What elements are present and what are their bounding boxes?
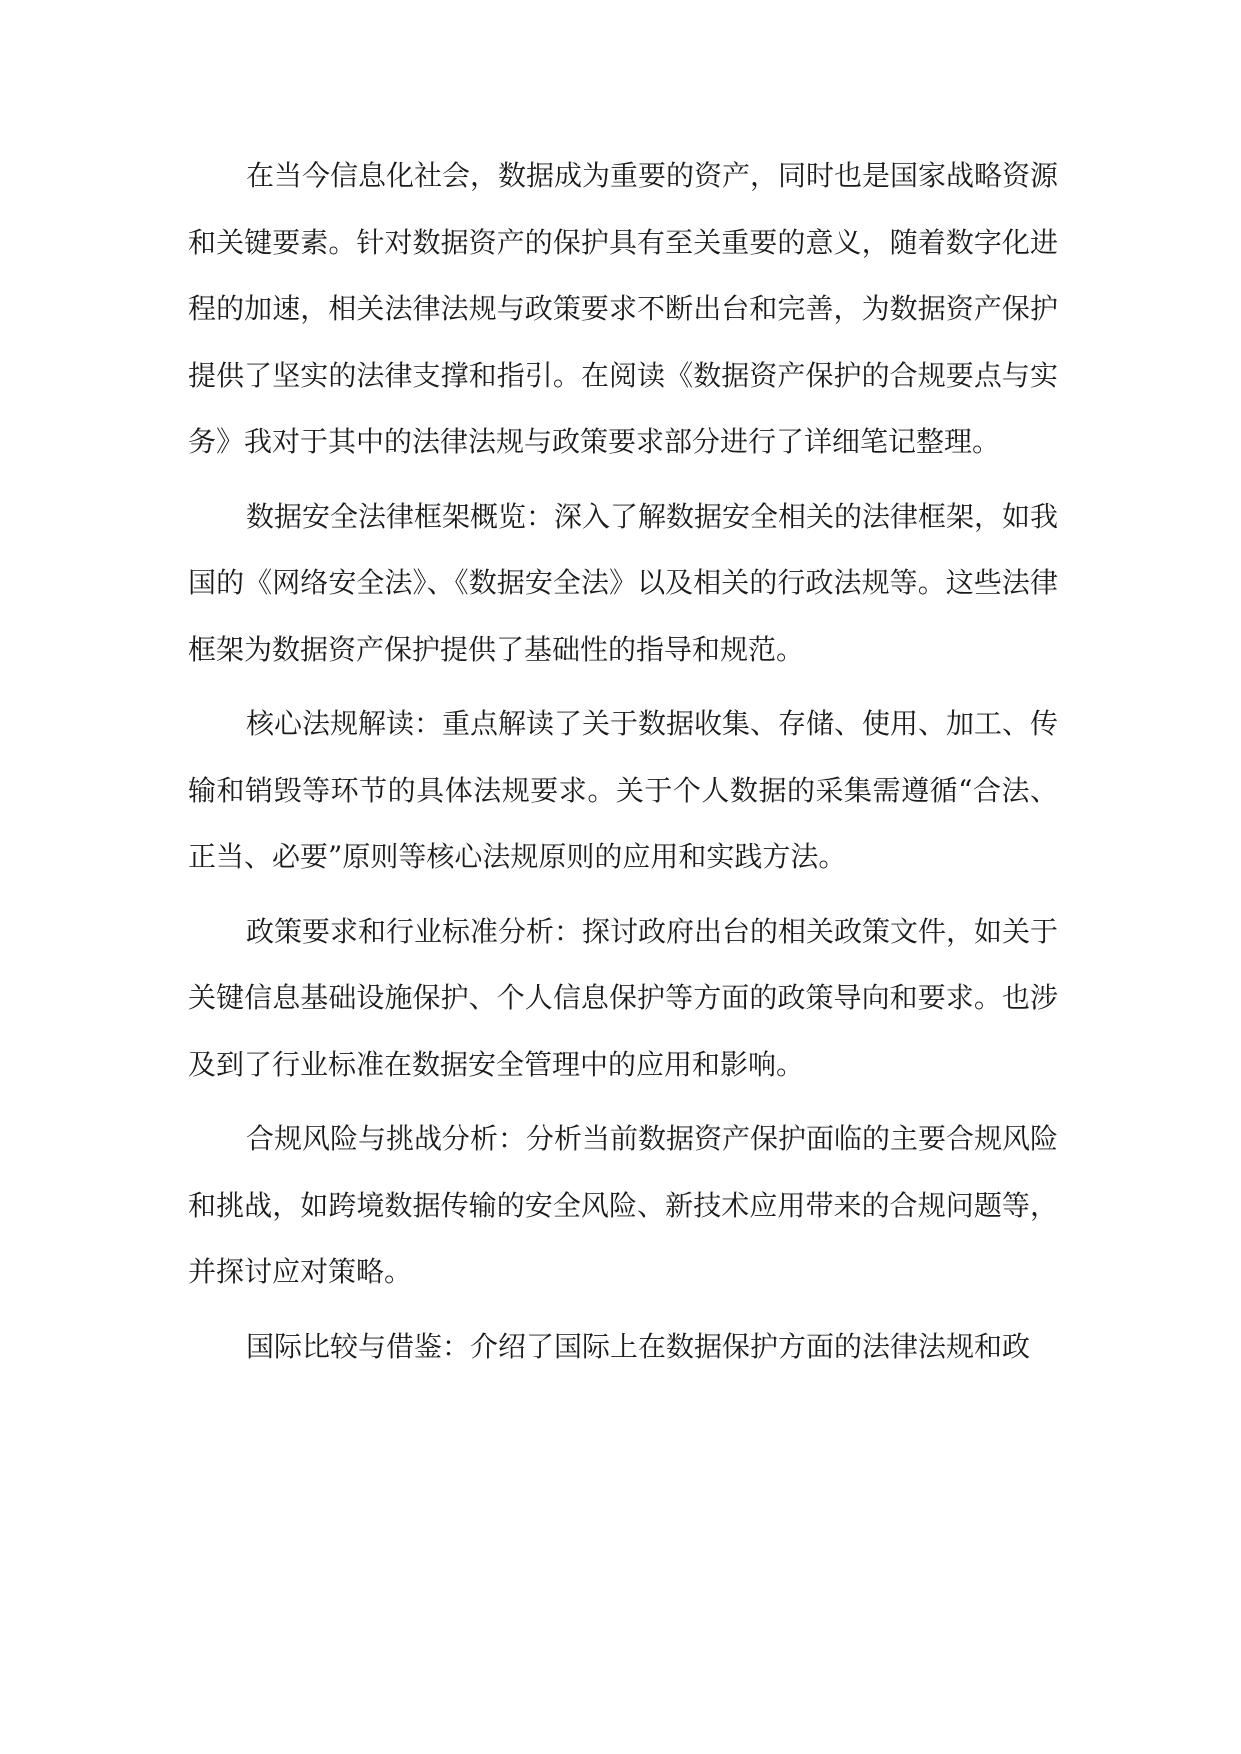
- paragraph-international-comparison: 国际比较与借鉴：介绍了国际上在数据保护方面的法律法规和政: [246, 1329, 1031, 1363]
- document-body: [188, 143, 1058, 1388]
- paragraph-policy-standards: 政策要求和行业标准分析：探讨政府出台的相关政策文件，如关于关键信息基础设施保护、个人信息保护等方面的政策导向和要求。也涉及到了行业标准在数据安全管理中的应用和影响。: [188, 914, 1059, 1081]
- paragraph-legal-framework: 数据安全法律框架概览：深入了解数据安全相关的法律框架，如我国的《网络安全法》、《数据安全法》以及相关的行政法规等。这些法律框架为数据资产保护提供了基础性的指导和规范。: [188, 499, 1059, 666]
- paragraph-core-regulations: 核心法规解读：重点解读了关于数据收集、存储、使用、加工、传输和销毁等环节的具体法规要求。关于个人数据的采集需遵循“合法、正当、必要”原则等核心法规原则的应用和实践方法。: [188, 707, 1059, 873]
- paragraph-compliance-risks: 合规风险与挑战分析：分析当前数据资产保护面临的主要合规风险和挑战，如跨境数据传输的安全风险、新技术应用带来的合规问题等，并探讨应对策略。: [188, 1122, 1059, 1288]
- paragraph-intro: 在当今信息化社会，数据成为重要的资产，同时也是国家战略资源和关键要素。针对数据资产的保护具有至关重要的意义，随着数字化进程的加速，相关法律法规与政策要求不断出台和完善，为数据资产保护提供了坚实的法律支撑和指引。在阅读《数据资产保护的合规要点与实务》我对于其中的法律法规与政策要求部分进行了详细笔记整理。: [188, 159, 1059, 458]
